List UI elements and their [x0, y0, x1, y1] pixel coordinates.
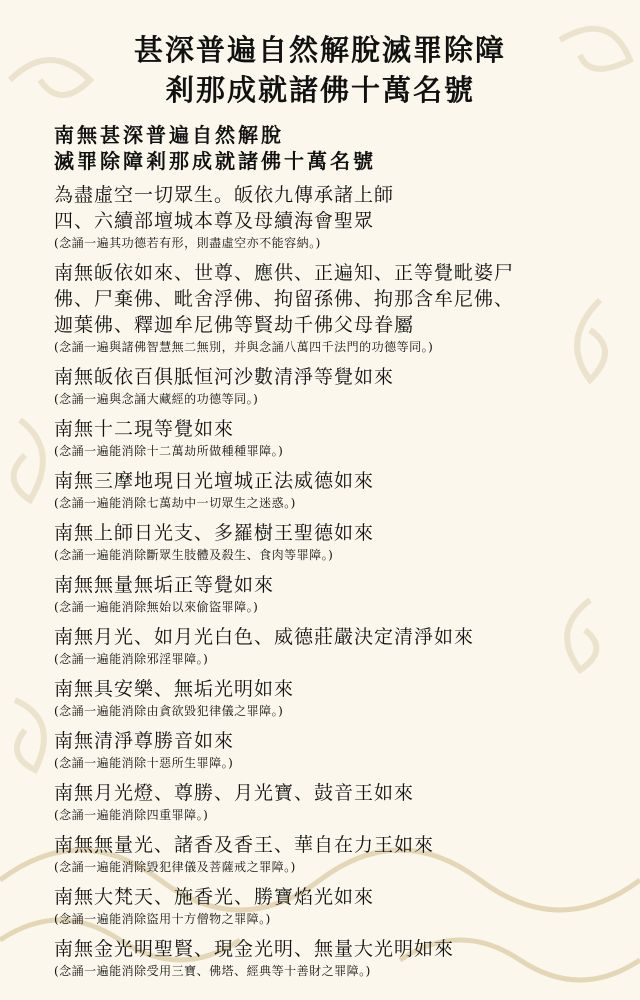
entry-text: 四、六續部壇城本尊及母續海會聖眾	[54, 210, 375, 232]
entry-text: 為盡虛空一切眾生。皈依九傳承諸上師	[54, 184, 395, 206]
entry-text: 南無大梵天、施香光、勝寶焰光如來	[54, 886, 375, 908]
entry-text: 南無十二現等覺如來	[54, 418, 235, 440]
list-item	[54, 260, 634, 356]
entry-text: 南無月光、如月光白色、威德莊嚴決定清淨如來	[54, 626, 475, 648]
list-item	[54, 936, 634, 980]
entry-text: 南無皈依如來、世尊、應供、正遍知、正等覺毗婆尸	[54, 262, 515, 284]
entry-text: 佛、尸棄佛、毗舍浮佛、拘留孫佛、拘那含牟尼佛、	[54, 288, 515, 310]
list-item	[54, 572, 634, 616]
entry-note: (念誦一遍能消除七萬劫中一切眾生之迷惑。)	[54, 496, 296, 510]
entry-text: 南無無量無垢正等覺如來	[54, 574, 275, 596]
section-heading	[54, 122, 640, 174]
entry-note: (念誦一遍能消除斷眾生肢體及殺生、食肉等罪障。)	[54, 548, 334, 562]
entry-text: 南無月光燈、尊勝、月光寶、鼓音王如來	[54, 782, 415, 804]
list-item	[54, 832, 634, 876]
entry-note: (念誦一遍能消除十惡所生罪障。)	[54, 756, 234, 770]
entry-note: (念誦一遍能消除四重罪障。)	[54, 808, 209, 822]
list-item	[54, 468, 634, 512]
title-line-2: 剎那成就諸佛十萬名號	[164, 73, 475, 107]
entry-note: (念誦一遍能消除由貪欲毀犯律儀之罪障。)	[54, 704, 284, 718]
entry-note: (念誦一遍能消除受用三寶、佛塔、經典等十善財之罪障。)	[54, 964, 371, 978]
name-list	[54, 182, 634, 980]
list-item	[54, 416, 634, 460]
entry-text: 南無具安樂、無垢光明如來	[54, 678, 295, 700]
entry-note: (念誦一遍能消除盜用十方僧物之罪障。)	[54, 912, 271, 926]
entry-text: 南無金光明聖賢、現金光明、無量大光明如來	[54, 938, 455, 960]
entry-note: (念誦一遍與諸佛智慧無二無別，并與念誦八萬四千法門的功德等同。)	[54, 340, 434, 354]
heading-line-2: 滅罪除障剎那成就諸佛十萬名號	[54, 149, 376, 173]
heading-line-1: 南無甚深普遍自然解脫	[54, 123, 284, 147]
entry-note: (念誦一遍能消除邪淫罪障。)	[54, 652, 209, 666]
entry-text: 南無皈依百俱胝恒河沙數清淨等覺如來	[54, 366, 395, 388]
list-item	[54, 364, 634, 408]
list-item	[54, 676, 634, 720]
list-item	[54, 182, 634, 252]
entry-note: (念誦一遍能消除毀犯律儀及菩薩戒之罪障。)	[54, 860, 296, 874]
entry-note: (念誦一遍能消除無始以來偷盜罪障。)	[54, 600, 259, 614]
entry-text: 南無上師日光支、多羅樹王聖德如來	[54, 522, 375, 544]
list-item	[54, 728, 634, 772]
list-item	[54, 780, 634, 824]
entry-note: (念誦一遍能消除十二萬劫所做種種罪障。)	[54, 444, 284, 458]
entry-note: (念誦一遍其功德若有形，則盡虛空亦不能容納。)	[54, 236, 321, 250]
entry-text: 南無清淨尊勝音如來	[54, 730, 235, 752]
page-title	[0, 30, 640, 110]
list-item	[54, 520, 634, 564]
entry-text: 南無無量光、諸香及香王、華自在力王如來	[54, 834, 435, 856]
entry-text: 南無三摩地現日光壇城正法威德如來	[54, 470, 375, 492]
title-line-1: 甚深普遍自然解脫滅罪除障	[133, 33, 506, 67]
list-item	[54, 624, 634, 668]
list-item	[54, 884, 634, 928]
entry-text: 迦葉佛、釋迦牟尼佛等賢劫千佛父母眷屬	[54, 314, 415, 336]
entry-note: (念誦一遍與念誦大藏經的功德等同。)	[54, 392, 259, 406]
